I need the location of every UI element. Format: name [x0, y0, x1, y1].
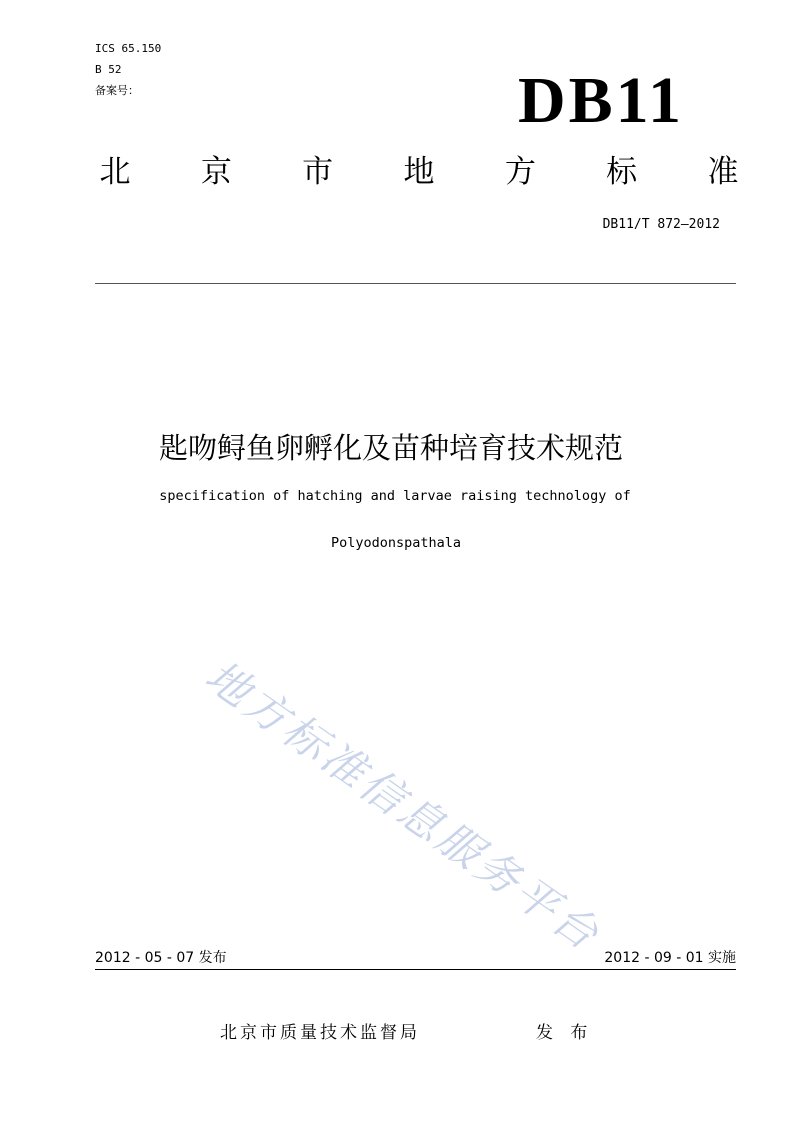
standard-type-char: 京	[200, 154, 232, 190]
watermark-text: 地方标准信息服务平台	[195, 651, 610, 962]
standard-type-char: 准	[707, 154, 739, 190]
document-title-en-line2: Polyodonspathala	[330, 535, 462, 551]
document-title-en-line1: specification of hatching and larvae raising technology of	[159, 488, 631, 504]
header-divider	[95, 283, 736, 284]
standard-type-char: 方	[504, 154, 536, 190]
ics-code: ICS 65.150	[95, 42, 162, 55]
standard-number: DB11/T 872—2012	[602, 217, 720, 232]
standard-type-char: 地	[403, 154, 435, 190]
issuing-authority: 北京市质量技术监督局	[220, 1023, 420, 1043]
document-title-zh: 匙吻鲟鱼卵孵化及苗种培育技术规范	[158, 431, 623, 465]
standard-type-heading	[95, 152, 743, 192]
date-divider	[95, 969, 736, 970]
ccs-code: B 52	[95, 63, 122, 76]
standard-type-char: 标	[606, 154, 638, 190]
standard-type-char: 市	[302, 154, 334, 190]
issue-action-label: 发 布	[536, 1023, 594, 1043]
standard-type-char: 北	[99, 154, 131, 190]
implementation-date: 2012 - 09 - 01 实施	[604, 950, 736, 966]
filing-number-label: 备案号：	[95, 84, 139, 97]
issue-date: 2012 - 05 - 07 发布	[95, 950, 227, 966]
db-standard-mark: DB11	[518, 64, 685, 137]
